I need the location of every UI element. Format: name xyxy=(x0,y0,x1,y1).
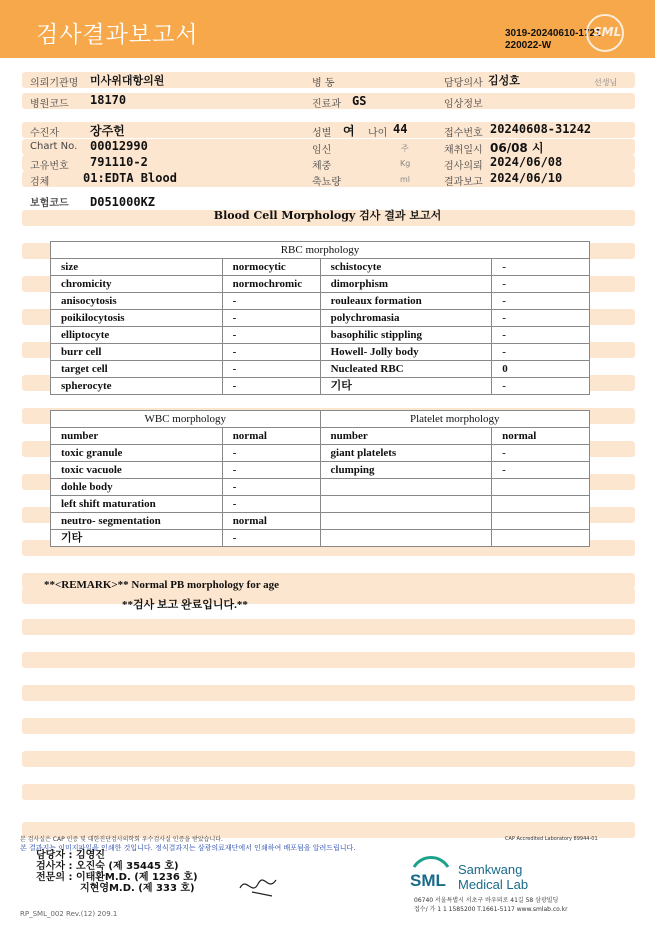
table-cell-value xyxy=(492,479,590,496)
specimen-label: 검체 xyxy=(30,177,50,188)
pregnancy-unit: 주 xyxy=(401,144,409,153)
table-cell-item: toxic vacuole xyxy=(51,462,223,479)
report-title-kr: 검사결과보고서 xyxy=(36,22,199,48)
specimen: 01:EDTA Blood xyxy=(83,171,177,185)
table-row xyxy=(51,310,590,327)
report-code-line2: 220022-W xyxy=(505,40,552,51)
table-cell-value: normal xyxy=(222,428,320,445)
table-cell-value: - xyxy=(492,293,590,310)
table-cell-item: rouleaux formation xyxy=(320,293,492,310)
insurance-code: D051000KZ xyxy=(90,195,156,209)
table-row xyxy=(51,445,590,462)
table-cell-value: normocytic xyxy=(222,259,320,276)
table-cell-value xyxy=(492,513,590,530)
table-cell-value: normal xyxy=(492,428,590,445)
table-cell-value: - xyxy=(222,496,320,513)
patient-name: 장주헌 xyxy=(90,124,125,138)
clinical-label: 임상정보 xyxy=(444,99,483,110)
table-cell-value: - xyxy=(492,378,590,395)
table-cell-value: - xyxy=(222,344,320,361)
table-cell-item xyxy=(320,496,492,513)
table-cell-value: normal xyxy=(222,513,320,530)
dept: GS xyxy=(352,94,367,108)
background-stripe xyxy=(22,652,635,668)
table-cell-value: - xyxy=(222,327,320,344)
signature-image xyxy=(232,866,282,900)
hospital-name: 미사위대항의원 xyxy=(90,74,165,87)
table-cell-value: - xyxy=(222,310,320,327)
insurance-label: 보험코드 xyxy=(30,198,69,209)
table-cell-item: dohle body xyxy=(51,479,223,496)
hospital-code-label: 병원코드 xyxy=(30,99,69,110)
patient-label: 수진자 xyxy=(30,128,59,139)
table-row xyxy=(51,496,590,513)
dept-label: 진료과 xyxy=(312,99,341,110)
table-cell-value: - xyxy=(222,445,320,462)
request-label: 검사의뢰 xyxy=(444,161,483,172)
table-row xyxy=(51,530,590,547)
receipt-label: 접수번호 xyxy=(444,128,483,139)
table-cell-value: - xyxy=(222,293,320,310)
report-date-label: 결과보고 xyxy=(444,177,483,188)
report-subtitle: Blood Cell Morphology 검사 결과 보고서 xyxy=(213,209,442,222)
table-cell-item: toxic granule xyxy=(51,445,223,462)
table-cell-value: - xyxy=(492,276,590,293)
table-cell-value: 0 xyxy=(492,361,590,378)
specialist-2: 지현영M.D. (제 333 호) xyxy=(80,883,195,894)
request-date: 2024/06/08 xyxy=(490,155,563,169)
weight-label: 체중 xyxy=(312,161,332,172)
tester: 검사자 : 오진숙 (제 35445 호) xyxy=(36,861,179,872)
header-logo-text: SML xyxy=(593,25,622,39)
table-cell-value: - xyxy=(492,462,590,479)
table-cell-item: Howell- Jolly body xyxy=(320,344,492,361)
table-cell-item xyxy=(320,530,492,547)
unique-no: 791110-2 xyxy=(90,155,148,169)
lab-address: 06740 서울특별시 서초구 바우뫼로 41길 58 삼광빌딩 xyxy=(414,897,559,904)
table-cell-value: - xyxy=(492,445,590,462)
rbc-table-title: RBC morphology xyxy=(51,242,590,259)
form-number: RP_SML_002 Rev.(12) 209.1 xyxy=(20,910,118,918)
table-cell-item: number xyxy=(320,428,492,445)
background-stripe xyxy=(22,685,635,701)
print-notice: 본 결과지는 이미지파일을 인쇄한 것입니다. 정식결과지는 삼광의료재단에서 인쇄하여 배포됨을 알려드립니다. xyxy=(20,844,356,852)
receipt-no: 20240608-31242 xyxy=(490,122,592,136)
table-cell-value: - xyxy=(492,259,590,276)
report-date: 2024/06/10 xyxy=(490,171,563,185)
table-cell-value xyxy=(492,530,590,547)
table-row xyxy=(51,361,590,378)
table-cell-item: 기타 xyxy=(320,378,492,395)
report-code-line1: 3019-20240610-1721 xyxy=(505,28,601,39)
remark-line-2: **검사 보고 완료입니다.** xyxy=(122,599,248,611)
table-cell-value: - xyxy=(222,361,320,378)
table-cell-item: size xyxy=(51,259,223,276)
table-row xyxy=(51,378,590,395)
table-row xyxy=(51,513,590,530)
rbc-table-body xyxy=(51,259,590,395)
lab-contact: 접수/ 가 1 1 1585200 T.1661-5117 www.smlab.co.kr xyxy=(414,906,568,913)
accreditation-notice: 본 검사실은 CAP 인증 및 대한진단검사의학회 우수검사실 인증을 받았습니다. xyxy=(20,836,223,843)
urine-unit: ml xyxy=(400,175,411,184)
table-cell-item xyxy=(320,479,492,496)
platelet-table-title: Platelet morphology xyxy=(320,411,589,428)
wbc-table-title: WBC morphology xyxy=(51,411,321,428)
table-row xyxy=(51,327,590,344)
doctor-label: 담당의사 xyxy=(444,78,483,89)
unique-label: 고유번호 xyxy=(30,161,69,172)
table-cell-item: anisocytosis xyxy=(51,293,223,310)
age: 44 xyxy=(393,122,408,136)
remark-line-1: **<REMARK>** Normal PB morphology for age xyxy=(44,579,280,591)
sex-label: 성별 xyxy=(312,128,332,139)
table-row xyxy=(51,293,590,310)
table-cell-value: - xyxy=(222,479,320,496)
collect-time: 06/08 시 xyxy=(490,141,544,155)
table-cell-item: left shift maturation xyxy=(51,496,223,513)
doctor-title: 선생님 xyxy=(594,78,618,87)
sex: 여 xyxy=(343,124,355,138)
table-row xyxy=(51,428,590,445)
table-cell-value: - xyxy=(222,462,320,479)
table-cell-item: poikilocytosis xyxy=(51,310,223,327)
table-cell-item: schistocyte xyxy=(320,259,492,276)
table-cell-item: neutro- segmentation xyxy=(51,513,223,530)
table-row xyxy=(51,276,590,293)
doctor-name: 김성호 xyxy=(488,74,520,87)
table-cell-item: giant platelets xyxy=(320,445,492,462)
cap-number: CAP Accredited Laboratory 89944-01 xyxy=(505,836,598,842)
hospital-label: 의뢰기관명 xyxy=(30,78,79,89)
wbc-table-body xyxy=(51,428,590,547)
ward-label: 병 동 xyxy=(312,78,335,89)
table-cell-item: 기타 xyxy=(51,530,223,547)
brand-name-line2: Medical Lab xyxy=(458,877,529,892)
hospital-code: 18170 xyxy=(90,93,127,107)
table-cell-value: - xyxy=(222,378,320,395)
rbc-table xyxy=(50,241,590,395)
background-stripe xyxy=(22,751,635,767)
age-label: 나이 xyxy=(368,128,388,139)
brand-name xyxy=(458,862,528,892)
sml-watermark-logo xyxy=(586,14,624,52)
collect-label: 채취일시 xyxy=(444,145,483,156)
manager: 담당자 : 김영진 xyxy=(36,850,105,861)
table-cell-value xyxy=(492,496,590,513)
table-cell-item: target cell xyxy=(51,361,223,378)
table-row xyxy=(51,462,590,479)
table-row xyxy=(51,344,590,361)
table-cell-item: chromicity xyxy=(51,276,223,293)
brand-name-line1: Samkwang xyxy=(458,862,523,877)
table-row xyxy=(51,259,590,276)
table-cell-item: basophilic stippling xyxy=(320,327,492,344)
table-cell-item: polychromasia xyxy=(320,310,492,327)
table-cell-item: dimorphism xyxy=(320,276,492,293)
table-cell-item: spherocyte xyxy=(51,378,223,395)
table-cell-value: normochromic xyxy=(222,276,320,293)
table-cell-item: elliptocyte xyxy=(51,327,223,344)
background-stripe xyxy=(22,619,635,635)
table-cell-value: - xyxy=(222,530,320,547)
sml-logo-text: SML xyxy=(410,871,446,890)
table-cell-item xyxy=(320,513,492,530)
background-stripe xyxy=(22,718,635,734)
table-cell-value: - xyxy=(492,344,590,361)
table-cell-value: - xyxy=(492,310,590,327)
urine-label: 축뇨량 xyxy=(312,177,341,188)
table-row xyxy=(51,479,590,496)
specialist-1: 전문의 : 이태환M.D. (제 1236 호) xyxy=(36,872,198,883)
chart-no: 00012990 xyxy=(90,139,148,153)
pregnancy-label: 임신 xyxy=(312,145,332,156)
weight-unit: Kg xyxy=(400,159,411,168)
background-stripe xyxy=(22,784,635,800)
table-cell-value: - xyxy=(492,327,590,344)
table-cell-item: Nucleated RBC xyxy=(320,361,492,378)
table-cell-item: clumping xyxy=(320,462,492,479)
table-cell-item: number xyxy=(51,428,223,445)
table-cell-item: burr cell xyxy=(51,344,223,361)
chart-label: Chart No. xyxy=(30,141,78,152)
wbc-platelet-table xyxy=(50,410,590,547)
